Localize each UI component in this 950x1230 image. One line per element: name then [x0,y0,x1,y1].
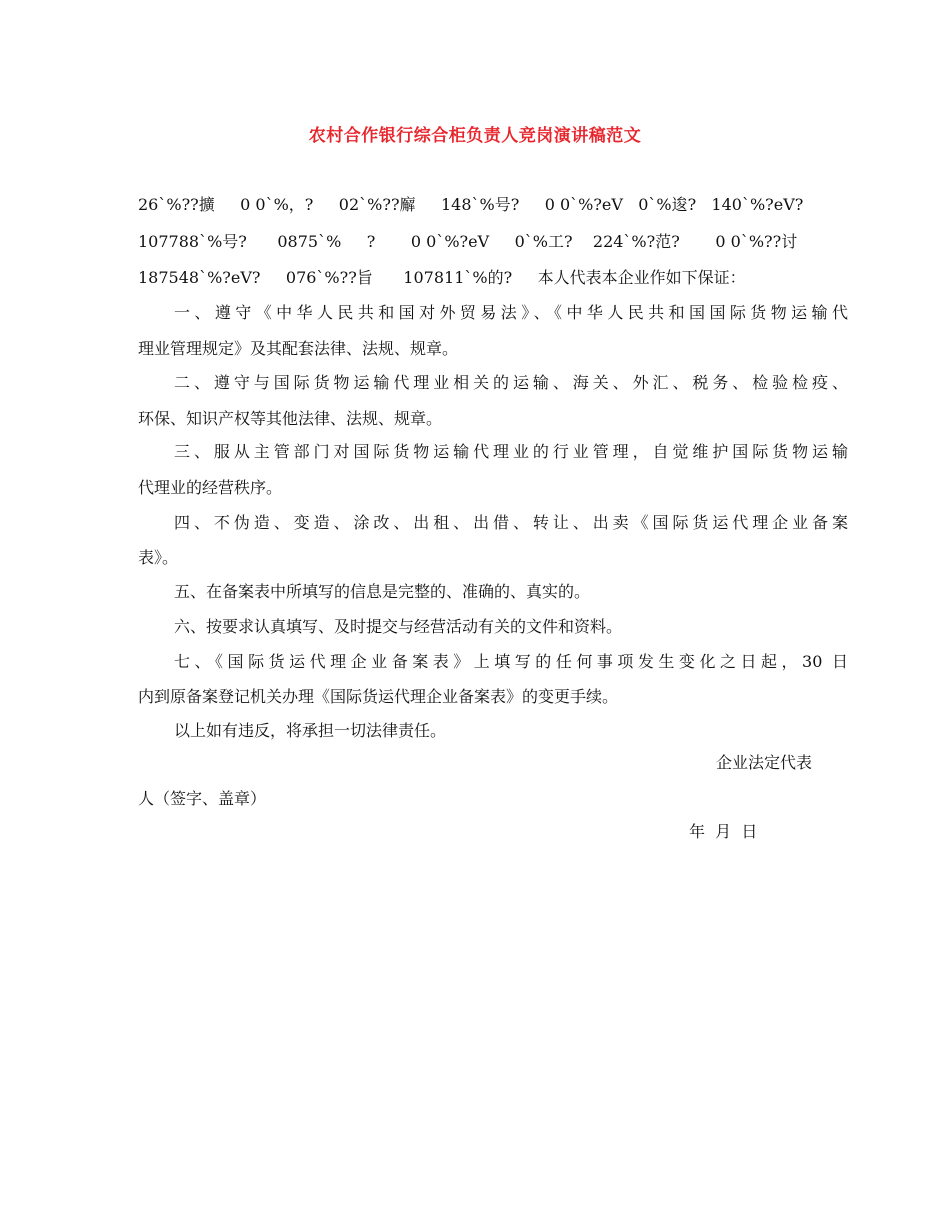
clause-7-line-1: 七、《国际货运代理企业备案表》上填写的任何事项发生变化之日起，30 日 [174,652,848,671]
garbled-text-line-2: 107788`%号? 0875`% ? 0 0`%?eV 0`%工? 224`%?范? 0 0`%??讨 [138,232,798,251]
closing-statement: 以上如有违反，将承担一切法律责任。 [174,721,447,740]
clause-7-line-2: 内到原备案登记机关办理《国际货运代理企业备案表》的变更手续。 [138,687,619,706]
document-title: 农村合作银行综合柜负责人竞岗演讲稿范文 [308,126,642,146]
signature-line-1: 企业法定代表 [715,753,812,772]
clause-1-line-2: 理业管理规定》及其配套法律、法规、规章。 [138,339,459,358]
clause-2-line-2: 环保、知识产权等其他法律、法规、规章。 [138,409,443,428]
clause-2-line-1: 二、遵守与国际货物运输代理业相关的运输、海关、外汇、税务、检验检疫、 [174,373,848,392]
garbled-text-line-1: 26`%??擴 0 0`%，? 02`%??廨 148`%号? 0 0`%?eV 0`%逡? 140`%?eV? [138,195,804,214]
clause-5-line-1: 五、在备案表中所填写的信息是完整的、准确的、真实的。 [174,582,591,601]
clause-1-line-1: 一、遵守《中华人民共和国对外贸易法》、《中华人民共和国国际货物运输代 [174,303,848,322]
clause-6-line-1: 六、按要求认真填写、及时提交与经营活动有关的文件和资料。 [174,617,623,636]
clause-4-line-2: 表》。 [138,548,179,567]
clause-3-line-1: 三、服从主管部门对国际货物运输代理业的行业管理，自觉维护国际货物运输 [174,442,848,461]
signature-line-2: 人（签字、盖章） [138,789,267,808]
clause-3-line-2: 代理业的经营秩序。 [138,478,283,497]
garbled-text-line-3: 187548`%?eV? 076`%??旨 107811`%的? 本人代表本企业作如下保证： [138,268,746,287]
date-line: 年 月 日 [689,822,758,841]
clause-4-line-1: 四、不伪造、变造、涂改、出租、出借、转让、出卖《国际货运代理企业备案 [174,513,848,532]
